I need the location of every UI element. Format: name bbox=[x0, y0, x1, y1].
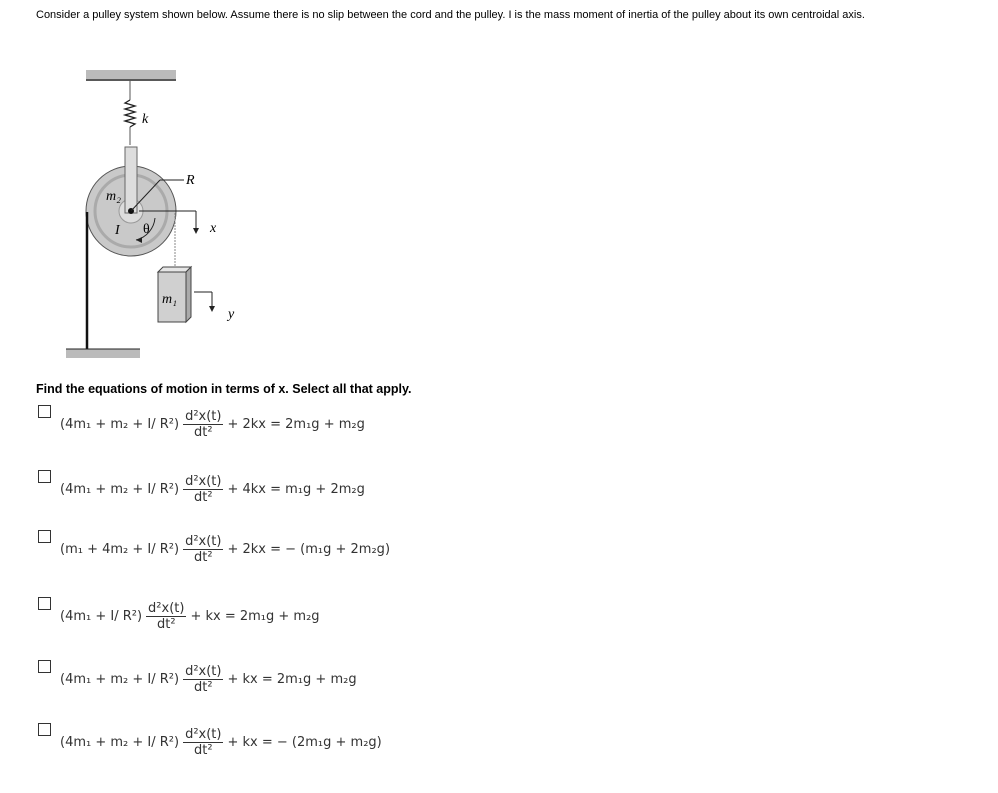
equation-prefix: (4m₁ + I/ R²) bbox=[60, 609, 143, 624]
equation bbox=[60, 534, 390, 565]
option-checkbox[interactable] bbox=[38, 660, 51, 673]
derivative-fraction bbox=[183, 727, 223, 758]
derivative-fraction bbox=[183, 474, 223, 505]
option-checkbox[interactable] bbox=[38, 597, 51, 610]
label-y: y bbox=[228, 307, 235, 322]
label-R: R bbox=[186, 173, 195, 188]
fraction-numerator: d²x(t) bbox=[148, 601, 185, 616]
answer-option[interactable] bbox=[38, 470, 638, 520]
equation-suffix: + kx = 2m₁g + m₂g bbox=[227, 672, 357, 687]
floor-support bbox=[66, 349, 140, 358]
derivative-fraction bbox=[183, 534, 223, 565]
fraction-denominator: dt² bbox=[194, 550, 213, 565]
fraction-numerator: d²x(t) bbox=[185, 727, 222, 742]
fraction-numerator: d²x(t) bbox=[185, 474, 222, 489]
equation-suffix: + kx = 2m₁g + m₂g bbox=[190, 609, 320, 624]
option-checkbox[interactable] bbox=[38, 530, 51, 543]
answer-option[interactable] bbox=[38, 660, 638, 710]
equation-prefix: (4m₁ + m₂ + I/ R²) bbox=[60, 672, 180, 687]
fraction-numerator: d²x(t) bbox=[185, 409, 222, 424]
equation bbox=[60, 727, 382, 758]
pulley-bracket bbox=[125, 147, 137, 213]
equation bbox=[60, 409, 365, 440]
fraction-numerator: d²x(t) bbox=[185, 664, 222, 679]
derivative-fraction bbox=[183, 409, 223, 440]
fraction-denominator: dt² bbox=[194, 680, 213, 695]
option-checkbox[interactable] bbox=[38, 723, 51, 736]
fraction-denominator: dt² bbox=[194, 743, 213, 758]
derivative-fraction bbox=[146, 601, 186, 632]
equation-suffix: + 2kx = 2m₁g + m₂g bbox=[227, 417, 365, 432]
problem-statement: Consider a pulley system shown below. Assume there is no slip between the cord and the pulley. I is the mass moment of inertia of the pulley about its own centroidal axis. bbox=[36, 9, 865, 21]
answer-option[interactable] bbox=[38, 405, 638, 455]
ceiling-support bbox=[86, 70, 176, 79]
label-k: k bbox=[142, 112, 149, 127]
pulley-diagram bbox=[0, 0, 300, 370]
equation bbox=[60, 474, 365, 505]
equation bbox=[60, 664, 357, 695]
derivative-fraction bbox=[183, 664, 223, 695]
equation-suffix: + 2kx = − (m₁g + 2m₂g) bbox=[227, 542, 391, 557]
label-x: x bbox=[210, 221, 217, 236]
label-m1: m₁ bbox=[162, 292, 177, 307]
fraction-numerator: d²x(t) bbox=[185, 534, 222, 549]
label-m2: m₂ bbox=[106, 189, 121, 204]
equation-prefix: (4m₁ + m₂ + I/ R²) bbox=[60, 482, 180, 497]
fraction-denominator: dt² bbox=[194, 490, 213, 505]
spring bbox=[125, 100, 135, 127]
option-checkbox[interactable] bbox=[38, 470, 51, 483]
option-checkbox[interactable] bbox=[38, 405, 51, 418]
equation bbox=[60, 601, 320, 632]
equation-prefix: (4m₁ + m₂ + I/ R²) bbox=[60, 417, 180, 432]
answer-option[interactable] bbox=[38, 723, 638, 773]
label-I: I bbox=[115, 223, 120, 238]
label-theta: θ bbox=[143, 222, 150, 237]
answer-option[interactable] bbox=[38, 597, 638, 647]
equation-prefix: (4m₁ + m₂ + I/ R²) bbox=[60, 735, 180, 750]
equation-suffix: + 4kx = m₁g + 2m₂g bbox=[227, 482, 365, 497]
equation-prefix: (m₁ + 4m₂ + I/ R²) bbox=[60, 542, 180, 557]
fraction-denominator: dt² bbox=[194, 425, 213, 440]
equation-suffix: + kx = − (2m₁g + m₂g) bbox=[227, 735, 382, 750]
fraction-denominator: dt² bbox=[156, 617, 176, 632]
question-text: Find the equations of motion in terms of x. Select all that apply. bbox=[36, 382, 412, 396]
answer-option[interactable] bbox=[38, 530, 638, 580]
